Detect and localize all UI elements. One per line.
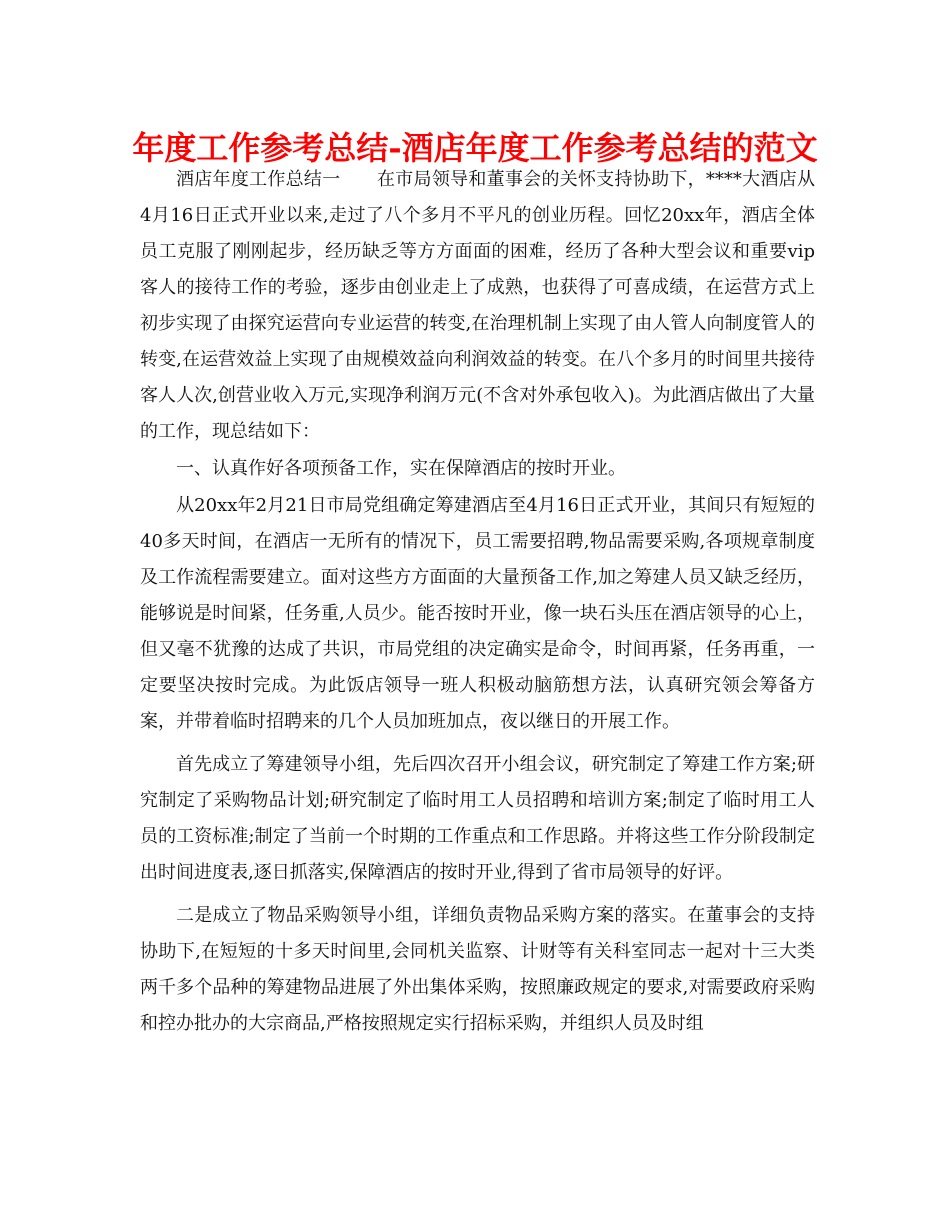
paragraph-section-heading: 一、认真作好各项预备工作，实在保障酒店的按时开业。: [176, 458, 626, 479]
document-body: [140, 162, 815, 1043]
paragraph-intro: 酒店年度工作总结一 在市局领导和董事会的关怀支持协助下，****大酒店从4月16日正式开业以来,走过了八个多月不平凡的创业历程。回忆20xx年，酒店全体员工克服了刚刚起步，经历缺乏等方方面面的困难，经历了各种大型会议和重要vip客人的接待工作的考验，逐步由创业走上了成熟，也获得了可喜成绩，在运营方式上初步实现了由探究运营向专业运营的转变,在治理机制上实现了由人管人向制度管人的转变,在运营效益上实现了由规模效益向利润效益的转变。在八个多月的时间里共接待客人人次,创营业收入万元,实现净利润万元(不含对外承包收入)。为此酒店做出了大量的工作，现总结如下：: [140, 169, 815, 442]
paragraph-leadership-group: 首先成立了筹建领导小组，先后四次召开小组会议，研究制定了筹建工作方案;研究制定了采购物品计划;研究制定了临时用工人员招聘和培训方案;制定了临时用工人员的工资标准;制定了当前一个时期的工作重点和工作思路。并将这些工作分阶段制定出时间进度表,逐日抓落实,保障酒店的按时开业,得到了省市局领导的好评。: [140, 754, 815, 883]
paragraph-procurement-group: 二是成立了物品采购领导小组，详细负责物品采购方案的落实。在董事会的支持协助下,在短短的十多天时间里,会同机关监察、计财等有关科室同志一起对十三大类两千多个品种的筹建物品进展了外出集体采购，按照廉政规定的要求,对需要政府采购和控办批办的大宗商品,严格按照规定实行招标采购，并组织人员及时组: [140, 905, 815, 1034]
paragraph-preparation: 从20xx年2月21日市局党组确定筹建酒店至4月16日正式开业，其间只有短短的40多天时间，在酒店一无所有的情况下，员工需要招聘,物品需要采购,各项规章制度及工作流程需要建立。面对这些方方面面的大量预备工作,加之筹建人员又缺乏经历，能够说是时间紧，任务重,人员少。能否按时开业，像一块石头压在酒店领导的心上，但又毫不犹豫的达成了共识，市局党组的决定确实是命令，时间再紧，任务再重，一定要坚决按时完成。为此饭店领导一班人积极动脑筋想方法，认真研究领会筹备方案，并带着临时招聘来的几个人员加班加点，夜以继日的开展工作。: [140, 495, 815, 732]
document-title: 年度工作参考总结-酒店年度工作参考总结的范文: [132, 129, 818, 167]
